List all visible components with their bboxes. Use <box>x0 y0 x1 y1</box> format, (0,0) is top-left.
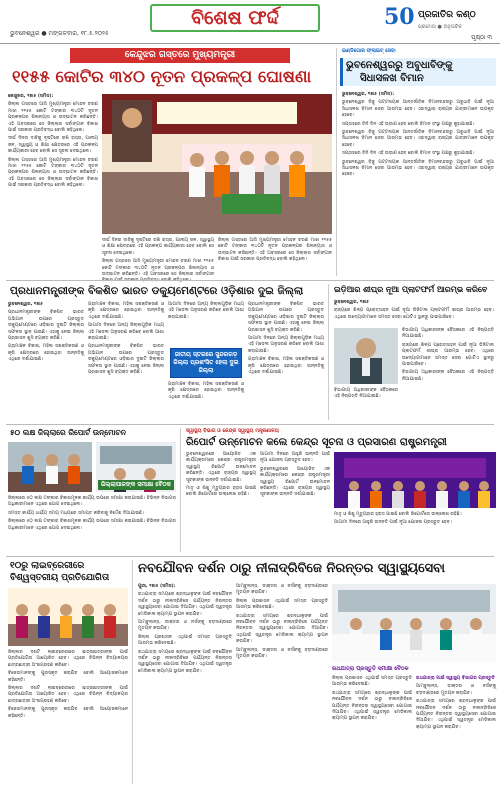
newspaper-logo[interactable] <box>384 4 492 38</box>
story4-paragraph: ଜିଲ୍ଲାରେ ୫୦ ଲକ୍ଷ ଟଙ୍କାର ବିକାଶମୂଳକ କାର୍ଯ୍ୟ ଉପରେ ସମୀକ୍ଷା କରାଯାଇଛି। ବିଭିନ୍ନ ବିଭାଗର ଅଧିକାରୀମାନେ ଏଥିରେ ଯୋଗ ଦେଇଥିଲେ। <box>8 496 176 508</box>
story4-caption: ଜିଲ୍ଲାପାଳଙ୍କ ସମୀକ୍ଷା ବୈଠକ <box>98 480 174 490</box>
story2-paragraph: ଗ୍ରାମାଞ୍ଚଳ ବିକାଶ, ମହିଳା ସଶକ୍ତିକରଣ ଓ କୃଷି କ୍ଷେତ୍ରରେ ହୋଇଥିବା ଉନ୍ନତିକୁ ଏଥିରେ ଦର୍ଶାଯାଇଛି। <box>248 357 324 376</box>
story7-body-col1 <box>138 584 232 784</box>
lead-paragraph: ଦୀର୍ଘ ଦିନର ଦାବିକୁ ଦୃଷ୍ଟିରେ ରଖି ରାସ୍ତା, ପାନୀୟ ଜଳ, ସ୍ୱାସ୍ଥ୍ୟ ଓ ଶିକ୍ଷା କ୍ଷେତ୍ରରେ ଏହି ପ୍ରକଳ୍ପ କାର୍ଯ୍ୟକାରୀ ହେବ ବୋଲି ସେ ସୂଚନା ଦେଇଥିଲେ। <box>8 136 98 155</box>
story5-kicker: ସ୍ୱାସ୍ଥ୍ୟ ବିଭାଗ ଓ କେନ୍ଦ୍ର ସ୍ୱାସ୍ଥ୍ୟ ମନ୍ତ୍ରଣାଳୟ <box>186 428 279 434</box>
story7-paragraph: ରଥଯାତ୍ରା ସମୟରେ ଶ୍ରଦ୍ଧାଳୁଙ୍କ ପାଇଁ ନବଯୌବନ ଦର୍ଶନ ଠାରୁ ନୀଳାଦ୍ରିବିଜେ ପର୍ଯ୍ୟନ୍ତ ନିରନ୍ତର ସ୍ୱାସ୍ଥ୍ୟସେବା ଯୋଗାଇ ଦିଆଯିବ। ଏଥିପାଇଁ ସ୍ୱତନ୍ତ୍ର ମେଡିକାଲ କ୍ୟାମ୍ପ ସ୍ଥାପନ କରାଯିବ। <box>138 592 232 617</box>
story2-paragraph: ଗ୍ରାମାଞ୍ଚଳ ବିକାଶ, ମହିଳା ସଶକ୍ତିକରଣ ଓ କୃଷି କ୍ଷେତ୍ରରେ ହୋଇଥିବା ଉନ୍ନତିକୁ ଏଥିରେ ଦର୍ଶାଯାଇଛି। <box>88 302 164 320</box>
story2-paragraph: ଗ୍ରାମାଞ୍ଚଳ ବିକାଶ, ମହିଳା ସଶକ୍ତିକରଣ ଓ କୃଷି କ୍ଷେତ୍ରରେ ହୋଇଥିବା ଉନ୍ନତିକୁ ଏଥିରେ ଦର୍ଶାଯାଇଛି। <box>168 382 244 400</box>
story6-photo <box>8 588 128 646</box>
story7-paragraph: ଆମ୍ବୁଲାନ୍ସ, ଡାକ୍ତର ଓ ନର୍ସଙ୍କୁ ବଡ଼ଦାଣ୍ଡରେ ମୁତୟନ କରାଯିବ। <box>416 684 496 696</box>
story7-body-col2 <box>236 584 328 784</box>
right-top-paragraph: ଭୁବନେଶ୍ୱର ବିଜୁ ପଟ୍ଟନାୟକ ଆନ୍ତର୍ଜାତିକ ବିମାନବନ୍ଦରରୁ ଅବୁଧାବି ପାଇଁ ନୂଆ ସିଧାସଳଖ ବିମାନ ସେବା ଆରମ୍ଭ ହେବ। ଏହାଦ୍ୱାରା ରାଜ୍ୟର ଯାତ୍ରୀମାନେ ଉପକୃତ ହେବେ। <box>342 100 494 119</box>
story4-body <box>8 496 176 550</box>
column-divider <box>180 428 181 552</box>
story2-paragraph: ଗ୍ରାମାଞ୍ଚଳ ବିକାଶ, ମହିଳା ସଶକ୍ତିକରଣ ଓ କୃଷି କ୍ଷେତ୍ରରେ ହୋଇଥିବା ଉନ୍ନତିକୁ ଏଥିରେ ଦର୍ଶାଯାଇଛି। <box>8 344 84 363</box>
masthead <box>0 0 500 44</box>
story7-paragraph: ଆମ୍ବୁଲାନ୍ସ, ଡାକ୍ତର ଓ ନର୍ସଙ୍କୁ ବଡ଼ଦାଣ୍ଡରେ ମୁତୟନ କରାଯିବ। <box>138 620 232 632</box>
newspaper-tagline: ପ୍ରମେୟ ● ଅନୁଭବିକ <box>418 24 462 30</box>
story2-paragraph: ଆଗାମୀ ଦିନରେ ଅନ୍ୟ ଜିଲ୍ଲାଗୁଡ଼ିକ ମଧ୍ୟ ଏହି ମଡେଲ ଅନୁସରଣ କରିବେ ବୋଲି ଆଶା କରାଯାଉଛି। <box>168 302 244 320</box>
story4-photo <box>8 442 92 492</box>
story6-headline-line1[interactable]: ୧୦ରୁ ଲାଇବ୍ରେରୀରେ <box>10 561 85 571</box>
story5-body-col3 <box>334 512 496 552</box>
story2-paragraph: ପ୍ରଧାନମନ୍ତ୍ରୀଙ୍କ ବିକଶିତ ଭାରତ ଅଭିଯାନ ଉପରେ ପ୍ରସ୍ତୁତ ଡକ୍ୟୁମେଣ୍ଟରେ ଓଡ଼ିଶାର ଦୁଇଟି ଜିଲ୍ଲାର ସଫଳତା ସ୍ଥାନ ପାଇଛି। ଏହାକୁ ନେଇ ଜିଲ୍ଲା ପ୍ରଶାସନ ଖୁସି ବ୍ୟକ୍ତ କରିଛି। <box>88 344 164 376</box>
section-divider <box>6 556 494 557</box>
story2-body-col3b <box>168 382 244 420</box>
story7-paragraph: ରଥଯାତ୍ରା ସମୟରେ ଶ୍ରଦ୍ଧାଳୁଙ୍କ ପାଇଁ ନବଯୌବନ ଦର୍ଶନ ଠାରୁ ନୀଳାଦ୍ରିବିଜେ ପର୍ଯ୍ୟନ୍ତ ନିରନ୍ତର ସ୍ୱାସ୍ଥ୍ୟସେବା ଯୋଗାଇ ଦିଆଯିବ। ଏଥିପାଇଁ ସ୍ୱତନ୍ତ୍ର ମେଡିକାଲ କ୍ୟାମ୍ପ ସ୍ଥାପନ କରାଯିବ। <box>332 690 412 722</box>
page-number: ପୃଷ୍ଠା ୩ <box>471 34 492 41</box>
lead-kicker: କେନ୍ଦୁଝର ଗସ୍ତରେ ମୁଖ୍ୟମନ୍ତ୍ରୀ <box>70 48 290 63</box>
story7-body-col4 <box>416 676 496 784</box>
story7-body-col3 <box>332 676 412 784</box>
story2-paragraph: ପ୍ରଧାନମନ୍ତ୍ରୀଙ୍କ ବିକଶିତ ଭାରତ ଅଭିଯାନ ଉପରେ ପ୍ରସ୍ତୁତ ଡକ୍ୟୁମେଣ୍ଟରେ ଓଡ଼ିଶାର ଦୁଇଟି ଜିଲ୍ଲାର ସଫଳତା ସ୍ଥାନ ପାଇଛି। ଏହାକୁ ନେଇ ଜିଲ୍ଲା ପ୍ରଶାସନ ଖୁସି ବ୍ୟକ୍ତ କରିଛି। <box>8 310 84 342</box>
lead-paragraph: ଜିଲ୍ଲା ଗସ୍ତରେ ଆସି ମୁଖ୍ୟମନ୍ତ୍ରୀ ମୋହନ ଚରଣ ମାଝୀ ୧୧୫୫ କୋଟି ଟଙ୍କାର ୩୪୦ଟି ନୂତନ ପ୍ରକଳ୍ପର ଶିଳାନ୍ୟାସ ଓ ଉଦ୍‌ଘାଟନ କରିଛନ୍ତି। ଏହି ଅବସରରେ ସେ ଜିଲ୍ଲାର ସର୍ବାଙ୍ଗୀନ ବିକାଶ ପାଇଁ ସରକାର ପ୍ରତିବଦ୍ଧ ବୋଲି କହିଥିଲେ। <box>8 157 98 189</box>
section-divider <box>6 424 494 425</box>
story6-paragraph: ଜିଲ୍ଲାର ଦଶଟି ଲାଇବ୍ରେରୀରେ ଛାତ୍ରଛାତ୍ରୀଙ୍କ ପାଇଁ ପ୍ରତିଯୋଗିତା ଆୟୋଜିତ ହେବ। ଏଥିରେ ବିଭିନ୍ନ ବିଦ୍ୟାଳୟର ଛାତ୍ରଛାତ୍ରୀ ଅଂଶଗ୍ରହଣ କରିବେ। <box>8 686 128 704</box>
newspaper-brand: ପ୍ରଜାତିର କଣ୍ଠ <box>418 10 476 20</box>
story5-paragraph: ଆଗାମୀ ଦିନରେ ଆହୁରି ଉନ୍ନତି ପାଇଁ ନୂଆ ଯୋଜନା ପ୍ରସ୍ତୁତ ହେବ। <box>334 520 452 526</box>
story3-paragraph: ବିଭାଗୀୟ ଅଧିକାରୀଙ୍କ ବୈଠକରେ ଏହି ନିଷ୍ପତ୍ତି ନିଆଯାଇଛି। <box>334 388 398 400</box>
right-top-paragraph: ସପ୍ତାହରେ ତିନି ଦିନ ଏହି ଉଡ଼ାଣ ହେବ ବୋଲି ବିମାନ ସଂସ୍ଥା ପକ୍ଷରୁ କୁହାଯାଇଛି। <box>342 121 475 127</box>
story5-headline[interactable]: ରିପୋର୍ଟ ଉନ୍ମୋଚନ କଲେ କେନ୍ଦ୍ର ସୂଚନା ଓ ପ୍ରସାରଣ ରାଷ୍ଟ୍ରମନ୍ତ୍ରୀ <box>186 437 447 448</box>
story2-headline[interactable]: ପ୍ରଧାନମନ୍ତ୍ରୀଙ୍କ ବିକଶିତ ଭାରତ ଡକ୍ୟୁମେଣ୍ଟରେ ଓଡ଼ିଶାର ଦୁଇ ଜିଲ୍ଲା <box>10 285 304 297</box>
story5-paragraph: ଆଗାମୀ ଦିନରେ ଆହୁରି ଉନ୍ନତି ପାଇଁ ନୂଆ ଯୋଜନା ପ୍ରସ୍ତୁତ ହେବ। <box>260 452 330 464</box>
story7-paragraph: ଜିଲ୍ଲା ପ୍ରଶାସନ ଏଥିପାଇଁ ସମସ୍ତ ପ୍ରସ୍ତୁତି ଆରମ୍ଭ କରିଦେଇଛି। <box>332 676 412 688</box>
section-divider <box>6 280 494 281</box>
story6-paragraph: ଜିଲ୍ଲାର ଦଶଟି ଲାଇବ୍ରେରୀରେ ଛାତ୍ରଛାତ୍ରୀଙ୍କ ପାଇଁ ପ୍ରତିଯୋଗିତା ଆୟୋଜିତ ହେବ। ଏଥିରେ ବିଭିନ୍ନ ବିଦ୍ୟାଳୟର ଛାତ୍ରଛାତ୍ରୀ ଅଂଶଗ୍ରହଣ କରିବେ। <box>8 650 128 668</box>
story2-byline: ଭୁବନେଶ୍ୱର, ୧୭ା୫ <box>8 302 44 307</box>
story3-paragraph: ବିଭାଗୀୟ ଅଧିକାରୀଙ୍କ ବୈଠକରେ ଏହି ନିଷ୍ପତ୍ତି ନିଆଯାଇଛି। <box>402 328 494 340</box>
lead-paragraph: ଜିଲ୍ଲା ଗସ୍ତରେ ଆସି ମୁଖ୍ୟମନ୍ତ୍ରୀ ମୋହନ ଚରଣ ମାଝୀ ୧୧୫୫ କୋଟି ଟଙ୍କାର ୩୪୦ଟି ନୂତନ ପ୍ରକଳ୍ପର ଶିଳାନ୍ୟାସ ଓ ଉଦ୍‌ଘାଟନ କରିଛନ୍ତି। ଏହି ଅବସରରେ ସେ ଜିଲ୍ଲାର ସର୍ବାଙ୍ଗୀନ ବିକାଶ ପାଇଁ ସରକାର ପ୍ରତିବଦ୍ଧ ବୋଲି କହିଥିଲେ। <box>8 102 98 134</box>
lead-photo <box>102 94 332 234</box>
story5-body-col1 <box>186 452 256 552</box>
story5-paragraph: ମାତୃ ଓ ଶିଶୁ ମୃତ୍ୟୁହାର ହ୍ରାସ ପାଇଛି ବୋଲି ରିପୋର୍ଟରେ ଉଲ୍ଲେଖ ରହିଛି। <box>186 486 256 498</box>
story2-body-col3 <box>168 302 244 346</box>
right-top-kicker: ଇଣ୍ଡିଗୋର ଫ୍ଲାଇଟ୍ ସେବା <box>342 48 396 54</box>
story3-body-col2 <box>402 328 494 420</box>
lead-headline[interactable]: ୧୧୫୫ କୋଟିର ୩୪୦ ନୂତନ ପ୍ରକଳ୍ପ ଘୋଷଣା <box>12 67 312 86</box>
lead-body-col3 <box>218 238 332 276</box>
story7-paragraph: ଆମ୍ବୁଲାନ୍ସ, ଡାକ୍ତର ଓ ନର୍ସଙ୍କୁ ବଡ଼ଦାଣ୍ଡରେ ମୁତୟନ କରାଯିବ। <box>236 584 328 596</box>
story7-paragraph: ଜିଲ୍ଲା ପ୍ରଶାସନ ଏଥିପାଇଁ ସମସ୍ତ ପ୍ରସ୍ତୁତି ଆରମ୍ଭ କରିଦେଇଛି। <box>138 634 232 647</box>
story2-paragraph: ଆଗାମୀ ଦିନରେ ଅନ୍ୟ ଜିଲ୍ଲାଗୁଡ଼ିକ ମଧ୍ୟ ଏହି ମଡେଲ ଅନୁସରଣ କରିବେ ବୋଲି ଆଶା କରାଯାଉଛି। <box>88 323 164 342</box>
lead-byline: କେନ୍ଦୁଝର, ୧୭ା୫ (ସମିସ): <box>8 94 54 99</box>
story7-paragraph: ରଥଯାତ୍ରା ସମୟରେ ଶ୍ରଦ୍ଧାଳୁଙ୍କ ପାଇଁ ନବଯୌବନ ଦର୍ଶନ ଠାରୁ ନୀଳାଦ୍ରିବିଜେ ପର୍ଯ୍ୟନ୍ତ ନିରନ୍ତର ସ୍ୱାସ୍ଥ୍ୟସେବା ଯୋଗାଇ ଦିଆଯିବ। ଏଥିପାଇଁ ସ୍ୱତନ୍ତ୍ର ମେଡିକାଲ କ୍ୟାମ୍ପ ସ୍ଥାପନ କରାଯିବ। <box>236 613 328 645</box>
story3-byline: ଭୁବନେଶ୍ୱର, ୧୭ା୫ <box>334 300 370 305</box>
story3-paragraph: ରାଜ୍ୟରେ ଶିଳ୍ପ ପ୍ରୋତ୍ସାହନ ପାଇଁ ନୂଆ ଡିଜିଟାଲ ପ୍ଲାଟଫର୍ମ ଶୀଘ୍ର ଆରମ୍ଭ ହେବ। ଏଥିରେ ଉଦ୍ୟୋଗୀମାନେ ସମସ୍ତ ସେବା ଗୋଟିଏ ସ୍ଥାନରୁ ପାଇପାରିବେ। <box>402 342 494 368</box>
dateline: ଭୁବନେଶ୍ୱର ● ମଙ୍ଗଳବାର, ୧୮.୫.୨୦୨୫ <box>10 30 109 37</box>
section-title: ବିଶେଷ ଫର୍ଦ୍ଦ <box>150 4 320 32</box>
story7-paragraph: ଜିଲ୍ଲା ପ୍ରଶାସନ ଏଥିପାଇଁ ସମସ୍ତ ପ୍ରସ୍ତୁତି ଆରମ୍ଭ କରିଦେଇଛି। <box>236 598 328 611</box>
story3-body <box>334 300 494 324</box>
story7-sub-kicker: ରଥଯାତ୍ରା ପାଇଁ ସ୍ୱାସ୍ଥ୍ୟ ବିଭାଗର ପ୍ରସ୍ତୁତି <box>416 676 495 681</box>
story2-body-col1 <box>8 302 84 420</box>
story7-headline[interactable]: ନବଯୌବନ ଦର୍ଶନ ଠାରୁ ନୀଳାଦ୍ରିବିଜେ ନିରନ୍ତର ସ୍ୱାସ୍ଥ୍ୟସେବା <box>138 561 445 576</box>
story5-paragraph: ଭୁବନେଶ୍ୱରରେ ଆୟୋଜିତ ଏକ କାର୍ଯ୍ୟକ୍ରମରେ କେନ୍ଦ୍ର ରାଷ୍ଟ୍ରମନ୍ତ୍ରୀ ସ୍ୱାସ୍ଥ୍ୟ ରିପୋର୍ଟ ଉନ୍ମୋଚନ କରିଛନ୍ତି। ଏଥିରେ ରାଜ୍ୟର ସ୍ୱାସ୍ଥ୍ୟ ସୂଚକାଙ୍କ ଉନ୍ନତି ଦର୍ଶାଯାଇଛି। <box>186 452 256 483</box>
column-divider <box>328 284 329 420</box>
right-top-byline: ଭୁବନେଶ୍ୱର, ୧୭ା୫ (ସମିସ): <box>342 92 395 97</box>
story6-paragraph: ବିଜେତାମାନଙ୍କୁ ପୁରସ୍କୃତ କରାଯିବ ବୋଲି ଆୟୋଜକମାନେ କହିଛନ୍ତି। <box>8 671 128 683</box>
story5-paragraph: ଭୁବନେଶ୍ୱରରେ ଆୟୋଜିତ ଏକ କାର୍ଯ୍ୟକ୍ରମରେ କେନ୍ଦ୍ର ରାଷ୍ଟ୍ରମନ୍ତ୍ରୀ ସ୍ୱାସ୍ଥ୍ୟ ରିପୋର୍ଟ ଉନ୍ମୋଚନ କରିଛନ୍ତି। ଏଥିରେ ରାଜ୍ୟର ସ୍ୱାସ୍ଥ୍ୟ ସୂଚକାଙ୍କ ଉନ୍ନତି ଦର୍ଶାଯାଇଛି। <box>260 466 330 498</box>
lead-paragraph: ଦୀର୍ଘ ଦିନର ଦାବିକୁ ଦୃଷ୍ଟିରେ ରଖି ରାସ୍ତା, ପାନୀୟ ଜଳ, ସ୍ୱାସ୍ଥ୍ୟ ଓ ଶିକ୍ଷା କ୍ଷେତ୍ରରେ ଏହି ପ୍ରକଳ୍ପ କାର୍ଯ୍ୟକାରୀ ହେବ ବୋଲି ସେ ସୂଚନା ଦେଇଥିଲେ। <box>102 238 214 256</box>
story2-body-col4 <box>248 302 324 420</box>
story4-paragraph: ଜିଲ୍ଲାରେ ୫୦ ଲକ୍ଷ ଟଙ୍କାର ବିକାଶମୂଳକ କାର୍ଯ୍ୟ ଉପରେ ସମୀକ୍ଷା କରାଯାଇଛି। ବିଭିନ୍ନ ବିଭାଗର ଅଧିକାରୀମାନେ ଏଥିରେ ଯୋଗ ଦେଇଥିଲେ। <box>8 519 176 531</box>
story7-paragraph: ରଥଯାତ୍ରା ସମୟରେ ଶ୍ରଦ୍ଧାଳୁଙ୍କ ପାଇଁ ନବଯୌବନ ଦର୍ଶନ ଠାରୁ ନୀଳାଦ୍ରିବିଜେ ପର୍ଯ୍ୟନ୍ତ ନିରନ୍ତର ସ୍ୱାସ୍ଥ୍ୟସେବା ଯୋଗାଇ ଦିଆଯିବ। ଏଥିପାଇଁ ସ୍ୱତନ୍ତ୍ର ମେଡିକାଲ କ୍ୟାମ୍ପ ସ୍ଥାପନ କରାଯିବ। <box>416 699 496 730</box>
lead-body-col2 <box>102 238 214 276</box>
story6-headline-line2[interactable]: ବିଶ୍ୱସ୍ତରୀୟ ପ୍ରତିଯୋଗିତା <box>10 573 110 583</box>
lead-paragraph: ଜିଲ୍ଲା ଗସ୍ତରେ ଆସି ମୁଖ୍ୟମନ୍ତ୍ରୀ ମୋହନ ଚରଣ ମାଝୀ ୧୧୫୫ କୋଟି ଟଙ୍କାର ୩୪୦ଟି ନୂତନ ପ୍ରକଳ୍ପର ଶିଳାନ୍ୟାସ ଓ ଉଦ୍‌ଘାଟନ କରିଛନ୍ତି। ଏହି ଅବସରରେ ସେ ଜିଲ୍ଲାର ସର୍ବାଙ୍ଗୀନ <box>102 259 214 278</box>
story2-paragraph: ପ୍ରଧାନମନ୍ତ୍ରୀଙ୍କ ବିକଶିତ ଭାରତ ଅଭିଯାନ ଉପରେ ପ୍ରସ୍ତୁତ ଡକ୍ୟୁମେଣ୍ଟରେ ଓଡ଼ିଶାର ଦୁଇଟି ଜିଲ୍ଲାର ସଫଳତା ସ୍ଥାନ ପାଇଛି। ଏହାକୁ ନେଇ ଜିଲ୍ଲା ପ୍ରଶାସନ ଖୁସି ବ୍ୟକ୍ତ କରିଛି। <box>248 302 324 333</box>
story5-photo <box>334 452 496 508</box>
right-top-paragraph: ଭୁବନେଶ୍ୱର ବିଜୁ ପଟ୍ଟନାୟକ ଆନ୍ତର୍ଜାତିକ ବିମାନବନ୍ଦରରୁ ଅବୁଧାବି ପାଇଁ ନୂଆ ସିଧାସଳଖ ବିମାନ ସେବା ଆରମ୍ଭ ହେବ। ଏହାଦ୍ୱାରା ରାଜ୍ୟର ଯାତ୍ରୀମାନେ ଉପକୃତ ହେବେ। <box>342 159 494 178</box>
right-top-body <box>342 92 494 276</box>
story3-paragraph: ବିଭାଗୀୟ ଅଧିକାରୀଙ୍କ ବୈଠକରେ ଏହି ନିଷ୍ପତ୍ତି ନିଆଯାଇଛି। <box>402 370 494 382</box>
story7-byline: ପୁରୀ, ୧୭ା୫ (ସମିସ): <box>138 584 176 589</box>
story4-headline[interactable]: ୫୦ ଲକ୍ଷ ଜିଲ୍ଲାରେ ରିପୋର୍ଟ ଉନ୍ମୋଚନ <box>10 428 126 437</box>
right-top-headline-line1[interactable]: ଭୁବନେଶ୍ୱରରୁ ଅବୁଧାବିଙ୍କୁ <box>346 60 453 71</box>
lead-paragraph: ଜିଲ୍ଲା ଗସ୍ତରେ ଆସି ମୁଖ୍ୟମନ୍ତ୍ରୀ ମୋହନ ଚରଣ ମାଝୀ ୧୧୫୫ କୋଟି ଟଙ୍କାର ୩୪୦ଟି ନୂତନ ପ୍ରକଳ୍ପର ଶିଳାନ୍ୟାସ ଓ ଉଦ୍‌ଘାଟନ କରିଛନ୍ତି। ଏହି ଅବସରରେ ସେ ଜିଲ୍ଲାର ସର୍ବାଙ୍ଗୀନ ବିକାଶ ପାଇଁ ସରକାର ପ୍ରତିବଦ୍ଧ ବୋଲି କହିଥିଲେ। <box>218 238 332 263</box>
column-divider <box>132 560 133 784</box>
story2-paragraph: ଆଗାମୀ ଦିନରେ ଅନ୍ୟ ଜିଲ୍ଲାଗୁଡ଼ିକ ମଧ୍ୟ ଏହି ମଡେଲ ଅନୁସରଣ କରିବେ ବୋଲି ଆଶା କରାଯାଉଛି। <box>248 336 324 354</box>
story4-paragraph: ସମସ୍ତ କାର୍ଯ୍ୟ ଧାର୍ଯ୍ୟ ସମୟ ମଧ୍ୟରେ ସମାପ୍ତ କରିବାକୁ ନିର୍ଦ୍ଦେଶ ଦିଆଯାଇଛି। <box>8 510 145 516</box>
story7-photo-caption: ରଥଯାତ୍ରା ପ୍ରସ୍ତୁତି ସମୀକ୍ଷା ବୈଠକ <box>332 666 409 672</box>
story3-photo <box>334 328 398 384</box>
story7-photo <box>332 584 496 662</box>
story5-body-col2 <box>260 452 330 552</box>
story3-body-col3 <box>334 388 398 420</box>
anniversary-logo-icon: 50 <box>384 4 415 30</box>
story5-paragraph: ମାତୃ ଓ ଶିଶୁ ମୃତ୍ୟୁହାର ହ୍ରାସ ପାଇଛି ବୋଲି ରିପୋର୍ଟରେ ଉଲ୍ଲେଖ ରହିଛି। <box>334 512 462 517</box>
story7-paragraph: ରଥଯାତ୍ରା ସମୟରେ ଶ୍ରଦ୍ଧାଳୁଙ୍କ ପାଇଁ ନବଯୌବନ ଦର୍ଶନ ଠାରୁ ନୀଳାଦ୍ରିବିଜେ ପର୍ଯ୍ୟନ୍ତ ନିରନ୍ତର ସ୍ୱାସ୍ଥ୍ୟସେବା ଯୋଗାଇ ଦିଆଯିବ। ଏଥିପାଇଁ ସ୍ୱତନ୍ତ୍ର ମେଡିକାଲ କ୍ୟାମ୍ପ ସ୍ଥାପନ କରାଯିବ। <box>138 649 232 674</box>
story6-paragraph: ବିଜେତାମାନଙ୍କୁ ପୁରସ୍କୃତ କରାଯିବ ବୋଲି ଆୟୋଜକମାନେ କହିଛନ୍ତି। <box>8 707 128 719</box>
story3-paragraph: ରାଜ୍ୟରେ ଶିଳ୍ପ ପ୍ରୋତ୍ସାହନ ପାଇଁ ନୂଆ ଡିଜିଟାଲ ପ୍ଲାଟଫର୍ମ ଶୀଘ୍ର ଆରମ୍ଭ ହେବ। ଏଥିରେ ଉଦ୍ୟୋଗୀମାନେ ସମସ୍ତ ସେବା ଗୋଟିଏ ସ୍ଥାନରୁ ପାଇପାରିବେ। <box>334 308 494 320</box>
story4-photo-2 <box>96 442 176 492</box>
story3-headline[interactable]: ଇଡ଼ିଆର ଶୀଘ୍ର ନୂଆ ପ୍ଲାଟଫର୍ମ ଆରମ୍ଭ କରିବେ <box>334 285 488 294</box>
lead-body-col1 <box>8 94 98 276</box>
right-top-headline-line2[interactable]: ସିଧାସଳଖ ବିମାନ <box>360 73 424 84</box>
story2-inset: ଜାତୀୟ ସ୍ତରରେ ସୁନ୍ଦରଗଡ଼ ଜିଲ୍ଲା ପ୍ରଶଂସିତ ହେଲା ଦୁଇ ଜିଲ୍ଲା <box>170 348 242 378</box>
column-divider <box>336 48 337 276</box>
story7-paragraph: ଆମ୍ବୁଲାନ୍ସ, ଡାକ୍ତର ଓ ନର୍ସଙ୍କୁ ବଡ଼ଦାଣ୍ଡରେ ମୁତୟନ କରାଯିବ। <box>236 647 328 660</box>
right-top-paragraph: ଭୁବନେଶ୍ୱର ବିଜୁ ପଟ୍ଟନାୟକ ଆନ୍ତର୍ଜାତିକ ବିମାନବନ୍ଦରରୁ ଅବୁଧାବି ପାଇଁ ନୂଆ ସିଧାସଳଖ ବିମାନ ସେବା ଆରମ୍ଭ ହେବ। ଏହାଦ୍ୱାରା ରାଜ୍ୟର ଯାତ୍ରୀମାନେ ଉପକୃତ ହେବେ। <box>342 130 494 148</box>
story6-body <box>8 650 128 784</box>
story2-body-col2 <box>88 302 164 420</box>
right-top-paragraph: ସପ୍ତାହରେ ତିନି ଦିନ ଏହି ଉଡ଼ାଣ ହେବ ବୋଲି ବିମାନ ସଂସ୍ଥା ପକ୍ଷରୁ କୁହାଯାଇଛି। <box>342 151 475 157</box>
